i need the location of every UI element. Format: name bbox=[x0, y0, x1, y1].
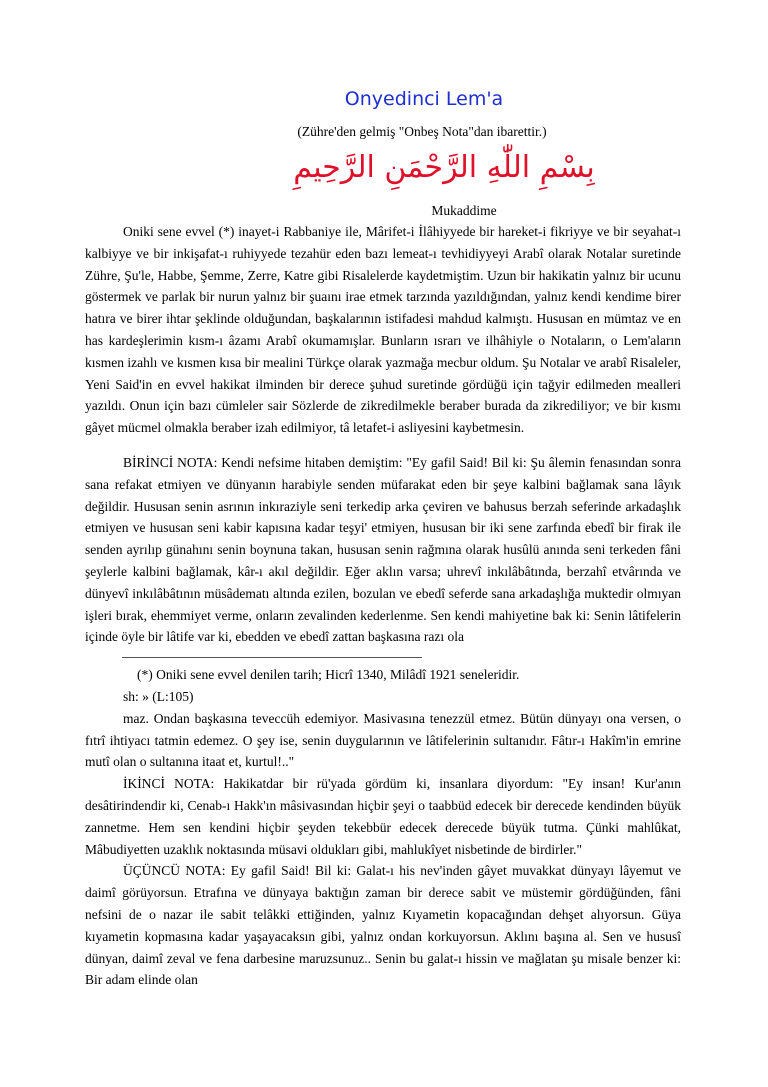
continuation-paragraph: maz. Ondan başkasına teveccüh edemiyor. Masivasına tenezzül etmez. Bütün dünyayı ona versen, o fıtrî ihtiyacı tatmin edemez. O şey ise, senin duygularının ve lâtifelerinin sultanıdır. Fâtır-ı Hakîm'in emrine mutî olan o sultanına itaat et, kurtul!.." bbox=[85, 710, 681, 770]
footnote-divider bbox=[122, 657, 422, 658]
paragraph-gap bbox=[85, 439, 681, 452]
footnote: (*) Oniki sene evvel denilen tarih; Hicrî 1340, Milâdî 1921 seneleridir. bbox=[137, 667, 520, 683]
section-heading: Mukaddime bbox=[431, 203, 497, 218]
ikinci-nota-paragraph: İKİNCİ NOTA: Hakikatdar bir rü'yada gördüm ki, insanlara diyordum: "Ey insan! Kur'anın desâtirindendir ki, Cenab-ı Hakk'ın mâsivasından hiçbir şeyi o taabbüd edecek bir derecede kendinden büyük zannetme. Hem sen kendini hiçbir şeyden tekebbür edecek derecede büyük tutma. Çünki mahlûkat, Mâbudiyetten uzaklık noktasında müsavi oldukları gibi, mahlukîyet nisbetinde de birdirler." bbox=[85, 776, 681, 857]
page-reference: sh: » (L:105) bbox=[123, 688, 194, 704]
birinci-nota-paragraph: BİRİNCİ NOTA: Kendi nefsime hitaben demiştim: "Ey gafil Said! Bil ki: Şu âlemin fenasından sonra sana refakat etmiyen ve dünyanın harabiyle senden müfarakat eden bir şeye kalbini bağlamak sana lâyık değildir. Hususan senin asrının inkıraziyle seni terkedip arka çeviren ve bahusus berzah seferinde arkadaşlık etmiyen ve hususan seni kabir kapısına kadar teşyi' etmiyen, hususan bir iki sene zarfında ebedî bir firak ile senden ayrılıp günahını senin boynuna takan, hususan senin rağmına olarak husûlü anında seni terkeden fâni şeylerle kalbini bağlamak, kâr-ı akıl değildir. Eğer aklın varsa; uhrevî inkılâbâtında, berzahî etvârında ve dünyevî inkılâbâtının müsâdematı altında ezilen, bozulan ve ebedî seferde sana arkadaşlığa muktedir olmıyan işleri bırak, ehemmiyet verme, onların zevalinden kederlenme. Sen kendi mahiyetine bak ki: Senin lâtifelerin içinde öyle bir lâtife var ki, ebedden ve ebedî zattan başkasına razı ola bbox=[85, 454, 681, 645]
page-title: Onyedinci Lem'a bbox=[344, 88, 504, 110]
intro-paragraph: Oniki sene evvel (*) inayet-i Rabbaniye ile, Mârifet-i İlâhiyyede bir hareket-i fikriyye ve bir seyahat-ı kalbiyye ve bir inkişafat-ı ruhiyyede tezahür eden bazı lemeat-ı tevhidiyyeyi Arabî olarak Notalar suretinde Zühre, Şu'le, Habbe, Şemme, Zerre, Katre gibi Risalelerde kaydetmiştim. Uzun bir hakikatin yalnız bir ucunu göstermek ve parlak bir nurun yalnız bir şuaını irae etmek tarzında yazıldığından, yalnız kendi kendime birer hatıra ve birer ihtar şeklinde olduğundan, başkalarının istifadesi mahdud kalmıştı. Hususan en mümtaz ve en has kardeşlerimin kısm-ı âzamı Arabî okumamışlar. Bunların ısrarı ve ilhâhiyle o Notaların, o Lem'aların kısmen izahlı ve kısmen kısa bir mealini Türkçe olarak yazmağa mecbur oldum. Şu Notalar ve arabî Risaleler, Yeni Said'in en evvel hakikat ilminden bir derece şuhud suretinde gördüğü için tağyir edilmeden mealleri yazıldı. Onun için bazı cümleler sair Sözlerde de zikredilmekle beraber burada da zikrediliyor; ve bir kısmı gâyet mücmel olmakla beraber izah edilmiyor, tâ letafet-i asliyesini kaybetmesin. bbox=[85, 224, 681, 436]
document-body bbox=[85, 221, 681, 991]
page-subtitle: (Zühre'den gelmiş "Onbeş Nota"dan ibarettir.) bbox=[297, 124, 547, 139]
ucuncu-nota-paragraph: ÜÇÜNCÜ NOTA: Ey gafil Said! Bil ki: Galat-ı his nev'inden gâyet muvakkat dünyayı lâyemut ve daimî görüyorsun. Etrafına ve dünyaya baktığın zaman bir derece sabit ve müstemir gördüğünden, fâni nefsini de o nazar ile sabit telâkki ettiğinden, yalnız Kıyametin kopacağından dehşet alıyorsun. Güya kıyametin kopmasına kadar yaşayacaksın gibi, yalnız ondan korkuyorsun. Aklını başına al. Sen ve hususî dünyan, daimî zeval ve fena darbesine maruzsunuz.. Senin bu galat-ı hissin ve mağlatan şu misale benzer ki: Bir adam elinde olan bbox=[85, 863, 681, 988]
basmala-heading: بِسْمِ اللّٰهِ الرَّحْمَنِ الرَّحِيمِ bbox=[293, 150, 595, 185]
